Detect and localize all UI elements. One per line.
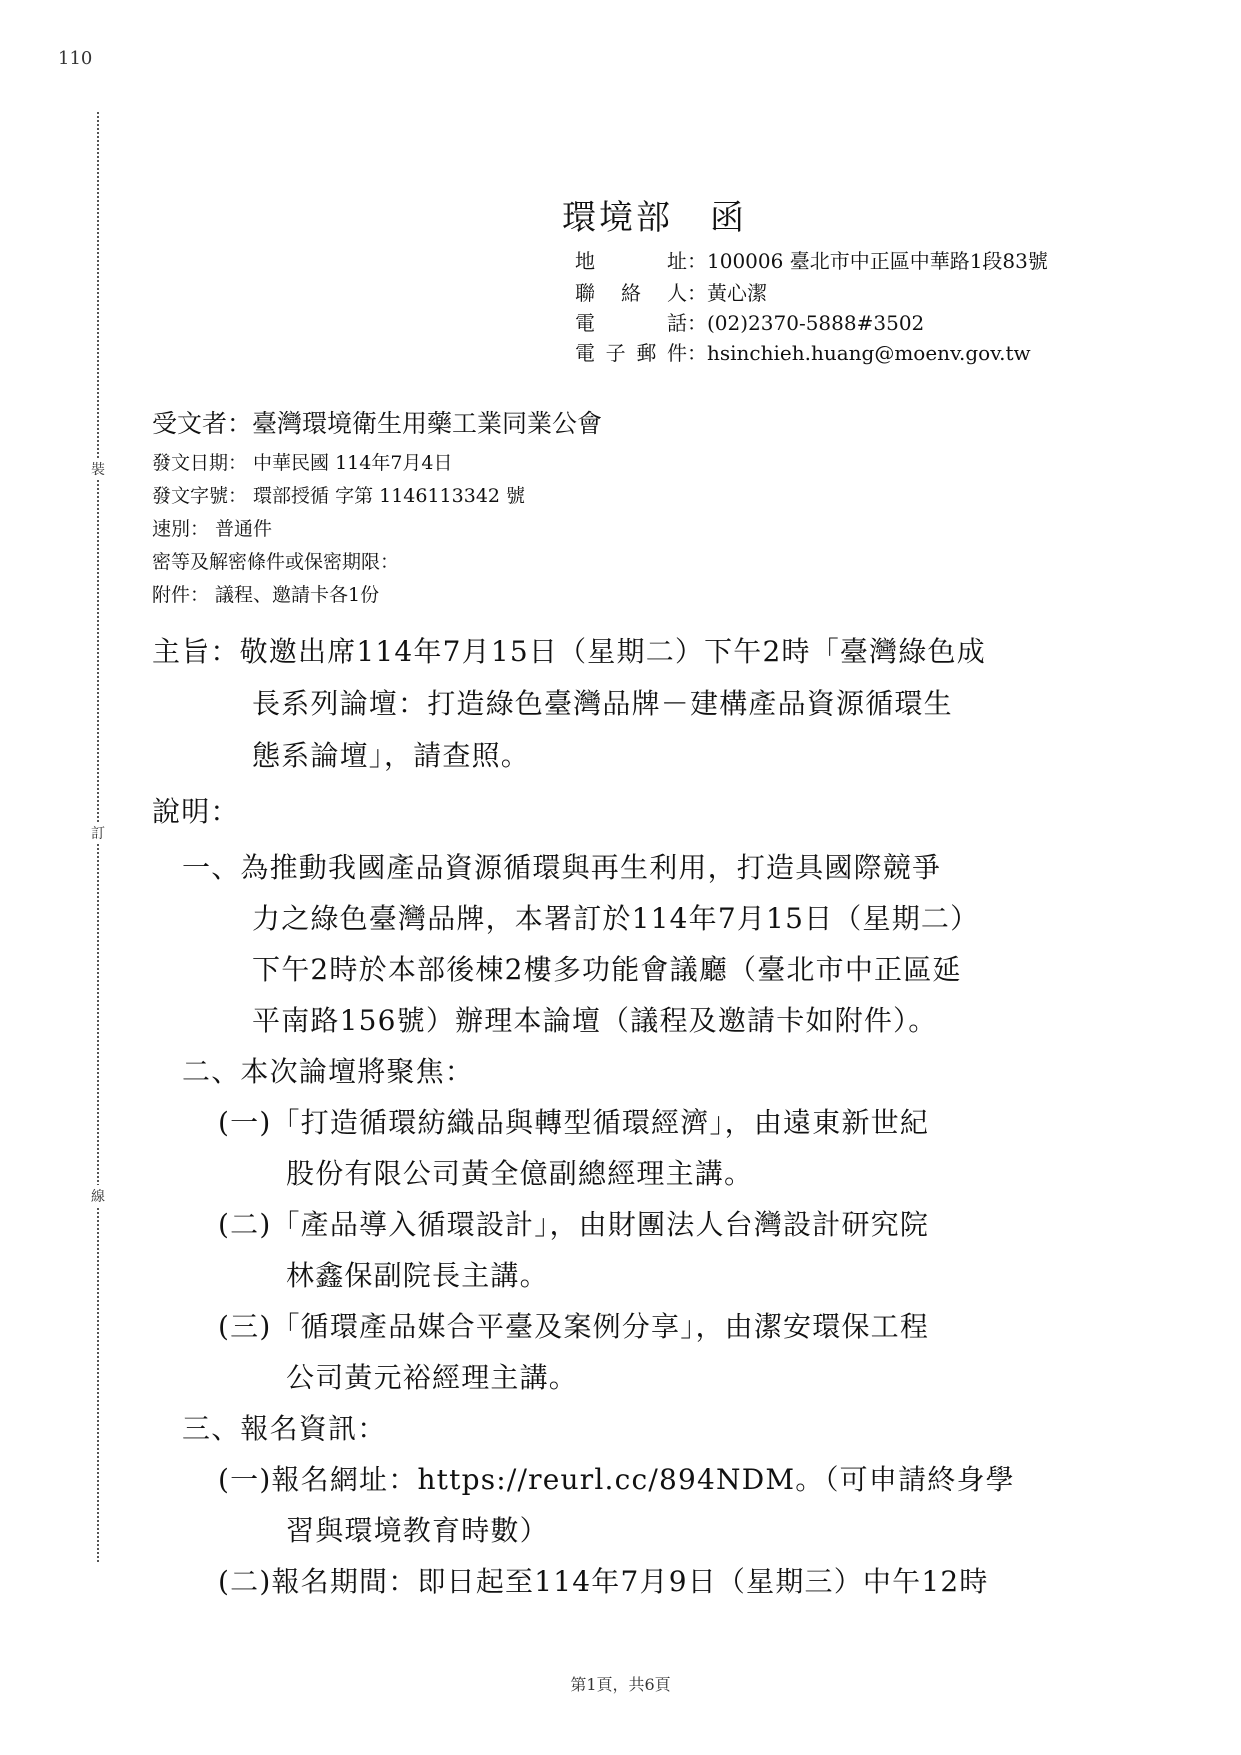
item1-line-4: 平南路156號）辦理本論壇（議程及邀請卡如附件）。 (252, 1004, 938, 1037)
item2-sub2-line-1: (二)「產品導入循環設計」，由財團法人台灣設計研究院 (218, 1208, 930, 1241)
subject-line-2: 長系列論壇：打造綠色臺灣品牌－建構產品資源循環生 (252, 687, 953, 720)
address-value: 100006 臺北市中正區中華路1段83號 (707, 249, 1048, 273)
contact-email: 電子郵件：hsinchieh.huang@moenv.gov.tw (575, 337, 1031, 366)
delivery-speed: 速別： 普通件 (152, 518, 273, 540)
contact-person: 聯絡人：黃心潔 (575, 277, 767, 306)
contact-phone: 電話：(02)2370-5888#3502 (575, 307, 924, 336)
page-number: 110 (58, 48, 93, 69)
document-number: 發文字號： 環部授循 字第 1146113342 號 (152, 485, 526, 507)
person-value: 黃心潔 (707, 281, 767, 305)
item3-heading: 三、報名資訊： (182, 1412, 387, 1445)
item2-sub2-line-2: 林鑫保副院長主講。 (286, 1259, 549, 1292)
attachments: 附件： 議程、邀請卡各1份 (152, 584, 380, 606)
page-footer: 第1頁，共6頁 (570, 1675, 671, 1694)
binding-char-ding: 訂 (88, 822, 108, 844)
item1-line-1: 一、為推動我國產品資源循環與再生利用，打造具國際競爭 (182, 851, 942, 884)
document-title: 環境部 函 (562, 198, 747, 238)
address-label: 地址 (575, 249, 687, 273)
binding-char-zhuang: 裝 (88, 458, 108, 480)
item3-sub1-line-1: (一)報名網址：https://reurl.cc/894NDM。（可申請終身學 (218, 1463, 1015, 1496)
item1-line-3: 下午2時於本部後棟2樓多功能會議廳（臺北市中正區延 (252, 953, 962, 986)
subject-line-1: 主旨：敬邀出席114年7月15日（星期二）下午2時「臺灣綠色成 (152, 635, 986, 668)
item2-sub1-line-1: (一)「打造循環紡織品與轉型循環經濟」，由遠東新世紀 (218, 1106, 930, 1139)
security-level: 密等及解密條件或保密期限： (152, 551, 400, 573)
phone-label: 電話 (575, 311, 687, 335)
item3-sub1-line-2: 習與環境教育時數） (286, 1514, 549, 1547)
phone-value: (02)2370-5888#3502 (707, 311, 925, 335)
email-value: hsinchieh.huang@moenv.gov.tw (707, 341, 1031, 365)
person-label: 聯絡人 (575, 281, 687, 305)
email-label: 電子郵件 (575, 341, 687, 365)
recipient: 受文者：臺灣環境衛生用藥工業同業公會 (152, 409, 603, 438)
item2-sub3-line-1: (三)「循環產品媒合平臺及案例分享」，由潔安環保工程 (218, 1310, 930, 1343)
explanation-label: 說明： (152, 795, 240, 828)
item3-sub2-line-1: (二)報名期間：即日起至114年7月9日（星期三）中午12時 (218, 1565, 989, 1598)
item2-sub3-line-2: 公司黃元裕經理主講。 (286, 1361, 579, 1394)
item1-line-2: 力之綠色臺灣品牌，本署訂於114年7月15日（星期二） (252, 902, 980, 935)
item2-sub1-line-2: 股份有限公司黃全億副總經理主講。 (286, 1157, 754, 1190)
binding-char-xian: 線 (88, 1185, 108, 1207)
item2-heading: 二、本次論壇將聚焦： (182, 1055, 475, 1088)
issue-date: 發文日期： 中華民國 114年7月4日 (152, 452, 453, 474)
contact-address: 地址：100006 臺北市中正區中華路1段83號 (575, 245, 1048, 274)
subject-line-3: 態系論壇」，請查照。 (252, 739, 531, 772)
